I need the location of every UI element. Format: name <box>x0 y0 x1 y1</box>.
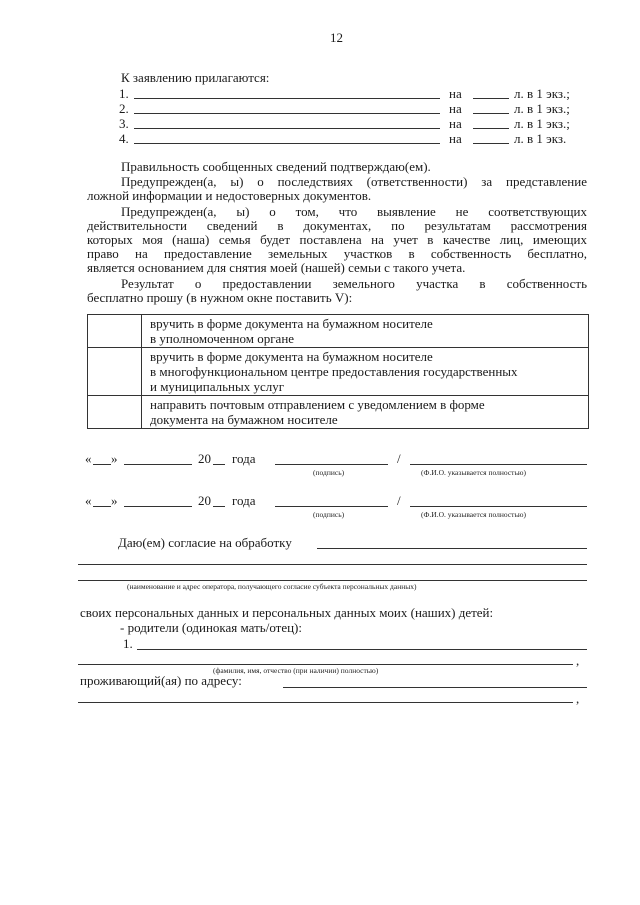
address-comma: , <box>576 691 580 706</box>
option-line: документа на бумажном носителе <box>150 412 338 427</box>
year-prefix: 20 <box>198 451 211 466</box>
date-open-quote: « <box>85 451 92 466</box>
result-paragraph-line: Результат о предоставлении земельного участка в собственность <box>121 276 587 291</box>
attachment-name-line[interactable] <box>134 143 440 144</box>
name-caption: (фамилия, имя, отчество (при наличии) полностью) <box>213 666 379 675</box>
option-line: в многофункциональном центре предоставления государственных <box>150 364 518 379</box>
option-row <box>88 315 589 348</box>
consent-label: Даю(ем) согласие на обработку <box>118 535 292 550</box>
warning-paragraph-line: Предупрежден(а, ы) о последствиях (ответственности) за представление <box>121 174 587 189</box>
option-row <box>88 348 589 396</box>
attachment-na: на <box>449 131 462 146</box>
attachment-pages-line[interactable] <box>473 113 509 114</box>
signature-caption: (подпись) <box>313 468 345 477</box>
option-text <box>142 348 589 396</box>
parent-name-field-line-2[interactable] <box>78 664 573 665</box>
confirmation-paragraph: Правильность сообщенных сведений подтверждаю(ем). <box>121 159 431 174</box>
address-field[interactable] <box>283 687 587 688</box>
attachment-number: 2. <box>119 101 129 116</box>
option-line: вручить в форме документа на бумажном носителе <box>150 349 433 364</box>
operator-caption: (наименование и адрес оператора, получающего согласие субъекта персональных данных) <box>127 582 417 591</box>
notice-paragraph-line: является основанием для снятия моей (нашей) семьи с такого учета. <box>87 260 466 275</box>
attachment-pages-line[interactable] <box>473 143 509 144</box>
parent-name-comma: , <box>576 653 580 668</box>
fio-field[interactable] <box>410 506 587 507</box>
attachment-na: на <box>449 116 462 131</box>
option-line: направить почтовым отправлением с уведомлением в форме <box>150 397 485 412</box>
notice-paragraph-line: которых моя (наша) семья будет поставлена на учет в качестве лиц, имеющих <box>87 232 587 247</box>
attachment-suffix: л. в 1 экз.; <box>514 101 570 116</box>
attachment-number: 1. <box>119 86 129 101</box>
notice-paragraph-line: право на предоставление земельных участков в собственность бесплатно, <box>87 246 587 261</box>
operator-field[interactable] <box>317 548 587 549</box>
year-field[interactable] <box>213 464 225 465</box>
date-open-quote: « <box>85 493 92 508</box>
attachment-number: 4. <box>119 131 129 146</box>
fio-field[interactable] <box>410 464 587 465</box>
result-options-table <box>87 314 589 429</box>
attachment-na: на <box>449 101 462 116</box>
year-suffix: года <box>232 451 256 466</box>
fio-caption: (Ф.И.О. указывается полностью) <box>421 468 526 477</box>
month-field[interactable] <box>124 464 192 465</box>
month-field[interactable] <box>124 506 192 507</box>
option-checkbox[interactable] <box>88 315 142 348</box>
notice-paragraph-line: действительности сведений в документах, по результатам рассмотрения <box>87 218 587 233</box>
attachments-heading: К заявлению прилагаются: <box>121 70 270 85</box>
own-data-text: своих персональных данных и персональных данных моих (наших) детей: <box>80 605 494 620</box>
option-checkbox[interactable] <box>88 396 142 429</box>
warning-paragraph-line: ложной информации и недостоверных документов. <box>87 188 372 203</box>
attachment-number: 3. <box>119 116 129 131</box>
day-field[interactable] <box>93 464 111 465</box>
option-text <box>142 396 589 429</box>
attachment-na: на <box>449 86 462 101</box>
date-close-quote: » <box>111 493 118 508</box>
attachment-pages-line[interactable] <box>473 98 509 99</box>
fio-caption: (Ф.И.О. указывается полностью) <box>421 510 526 519</box>
notice-paragraph-line: Предупрежден(а, ы) о том, что выявление не соответствующих <box>121 204 587 219</box>
slash: / <box>397 493 401 508</box>
attachment-name-line[interactable] <box>134 128 440 129</box>
page-number: 12 <box>330 30 343 45</box>
parent-name-field[interactable] <box>137 649 587 650</box>
signature-field[interactable] <box>275 506 388 507</box>
slash: / <box>397 451 401 466</box>
option-checkbox[interactable] <box>88 348 142 396</box>
day-field[interactable] <box>93 506 111 507</box>
attachment-suffix: л. в 1 экз.; <box>514 116 570 131</box>
option-line: в уполномоченном органе <box>150 331 295 346</box>
signature-caption: (подпись) <box>313 510 345 519</box>
option-row <box>88 396 589 429</box>
signature-field[interactable] <box>275 464 388 465</box>
operator-field-line-2[interactable] <box>78 564 587 565</box>
attachment-suffix: л. в 1 экз.; <box>514 86 570 101</box>
year-prefix: 20 <box>198 493 211 508</box>
option-text <box>142 315 589 348</box>
attachment-suffix: л. в 1 экз. <box>514 131 567 146</box>
address-label: проживающий(ая) по адресу: <box>80 673 242 688</box>
year-suffix: года <box>232 493 256 508</box>
address-field-line-2[interactable] <box>78 702 573 703</box>
year-field[interactable] <box>213 506 225 507</box>
operator-field-line-3[interactable] <box>78 580 587 581</box>
parents-label: - родители (одинокая мать/отец): <box>120 620 302 635</box>
result-paragraph-line: бесплатно прошу (в нужном окне поставить V): <box>87 290 353 305</box>
option-line: вручить в форме документа на бумажном носителе <box>150 316 433 331</box>
option-line: и муниципальных услуг <box>150 379 285 394</box>
attachment-pages-line[interactable] <box>473 128 509 129</box>
attachment-name-line[interactable] <box>134 98 440 99</box>
attachment-name-line[interactable] <box>134 113 440 114</box>
date-close-quote: » <box>111 451 118 466</box>
parent-item-number: 1. <box>123 636 133 651</box>
